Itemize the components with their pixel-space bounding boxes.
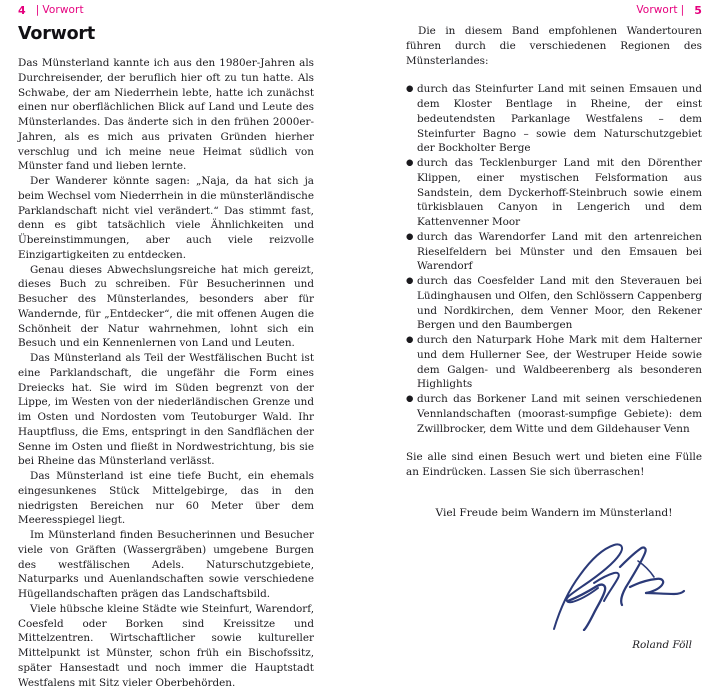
list-item: [406, 156, 702, 230]
list-item-text: durch das Borkener Land mit seinen verschiedenen Vennlandschaften (moorast-sumpfige Gebiete): dem Zwillbrocker, dem Witte und dem Gildehauser Venn: [417, 393, 702, 435]
spacer: [406, 436, 702, 450]
list-item-text: durch den Naturpark Hohe Mark mit dem Halterner und dem Hullerner See, der Westruper Heide sowie dem Galgen- und Waldbeerenberg als besonderen Highlights: [417, 334, 702, 391]
list-item-text: durch das Steinfurter Land mit seinen Emsauen und dem Kloster Bentlage in Rheine, der einst bedeutendsten Parkanlage Westfalens – dem Steinfurter Bagno – sowie dem Naturschutzgebiet der Bockholter Berge: [417, 83, 702, 155]
list-item: [406, 392, 702, 436]
left-text-column: [18, 24, 314, 690]
spacer: [406, 480, 702, 494]
list-item: [406, 82, 702, 156]
bullet-icon: ●: [406, 276, 414, 286]
paragraph: Das Münsterland kannte ich aus den 1980er-Jahren als Durchreisender, der beruflich hier oft zu tun hatte. Als Schwabe, der am Niederrhein lebte, hatte ich zunächst einen nur oberflächlichen Blick auf Land und Leute des Münsterlandes. Das änderte sich in den frühen 2000er-Jahren, als es mich aus privaten Gründen hierher verschlug und ich meine neue Heimat südlich von Münster fand und lieben lernte.: [18, 57, 314, 173]
bullet-icon: ●: [406, 84, 414, 95]
list-item: [406, 230, 702, 274]
page-number-right: 5: [694, 3, 702, 17]
running-head-label-left: Vorwort: [42, 4, 84, 16]
running-head-right: [636, 2, 702, 18]
bullet-icon: ●: [406, 335, 414, 345]
running-head-separator-left: |: [35, 4, 40, 16]
page-number-left: 4: [18, 3, 26, 17]
outro-paragraph: Sie alle sind einen Besuch wert und bieten eine Fülle an Eindrücken. Lassen Sie sich überraschen!: [406, 451, 702, 478]
intro-paragraph: Die in diesem Band empfohlenen Wandertouren führen durch die verschiedenen Regionen des Münsterlandes:: [406, 25, 702, 67]
closing-line: Viel Freude beim Wandern im Münsterland!: [435, 506, 673, 519]
signature-printed-name: Roland Föll: [632, 638, 692, 651]
handwritten-signature-icon: [534, 539, 694, 631]
list-item-text: durch das Coesfelder Land mit den Steverauen bei Lüdinghausen und Olfen, den Schlössern Cappenberg und Nordkirchen, dem Venner Moor, den Rekener Bergen und den Baumbergen: [417, 275, 702, 332]
paragraph: Genau dieses Abwechslungsreiche hat mich gereizt, dieses Buch zu schreiben. Für Besucherinnen und Besucher des Münsterlandes, besonders aber für Wandernde, für „Entdecker“, die mit offenen Augen die Schönheit der Natur wahrnehmen, lohnt sich ein Besuch und ein Kennenlernen von Land und Leuten.: [18, 263, 314, 350]
spacer: [406, 494, 702, 506]
bullet-icon: ●: [406, 231, 414, 242]
list-item: [406, 274, 702, 333]
list-item: [406, 333, 702, 392]
running-head-separator-right: |: [680, 4, 685, 16]
spacer: [406, 68, 702, 82]
paragraph: Das Münsterland ist eine tiefe Bucht, ein ehemals eingesunkenes Stück Mittelgebirge, das in den niedrigsten Bereichen nur 60 Meter über dem Meeresspiegel liegt.: [18, 470, 314, 527]
bullet-icon: ●: [406, 394, 414, 404]
region-list: [406, 82, 702, 436]
list-item-text: durch das Tecklenburger Land mit den Dörenther Klippen, einer mystischen Felsformation aus Sandstein, dem Dyckerhoff-Steinbruch sowie einem türkisblauen Canyon in Lengerich und dem Kattenvenner Moor: [417, 157, 702, 228]
running-head-label-right: Vorwort: [636, 4, 678, 16]
bullet-icon: ●: [406, 158, 414, 168]
list-item-text: durch das Warendorfer Land mit den artenreichen Rieselfeldern bei Münster und den Emsauen bei Warendorf: [417, 230, 702, 273]
running-head-left: [18, 2, 84, 18]
paragraph: Der Wanderer könnte sagen: „Naja, da hat sich ja beim Wechsel vom Niederrhein in die münsterländische Parklandschaft nicht viel verändert.“ Das stimmt fast, denn es gibt tatsächlich viele Ähnlichkeiten und Übereinstimmungen, aber auch viele reizvolle Einzigartigkeiten zu entdecken.: [18, 175, 314, 261]
paragraph: Viele hübsche kleine Städte wie Steinfurt, Warendorf, Coesfeld oder Borken sind Kreissitze und Mittelzentren. Wirtschaftlicher sowie kultureller Mittelpunkt ist Münster, schon früh ein Bischofssitz, später Hansestadt und noch immer die Hauptstadt Westfalens mit Sitz vieler Oberbehörden.: [18, 602, 314, 689]
right-text-column: [406, 24, 702, 651]
paragraph: Das Münsterland als Teil der Westfälischen Bucht ist eine Parklandschaft, die ungefähr die Form eines Dreiecks hat. Sie wird im Süden begrenzt von der Lippe, im Westen von der niederländischen Grenze und im Osten und Nordosten vom Teutoburger Wald. Ihr Hauptfluss, die Ems, entspringt in den Sandflächen der Senne im Osten und fließt in Nordwestrichtung, bis sie bei Rheine das Münsterland verlässt.: [18, 352, 314, 468]
paragraph: Im Münsterland finden Besucherinnen und Besucher viele von Gräften (Wassergräben) umgebene Burgen des westfälischen Adels. Naturschutzgebiete, Naturparks und Auenlandschaften sowie verschiedene Hügellandschaften prägen das Landschaftsbild.: [18, 529, 314, 600]
page-title: Vorwort: [18, 24, 96, 44]
